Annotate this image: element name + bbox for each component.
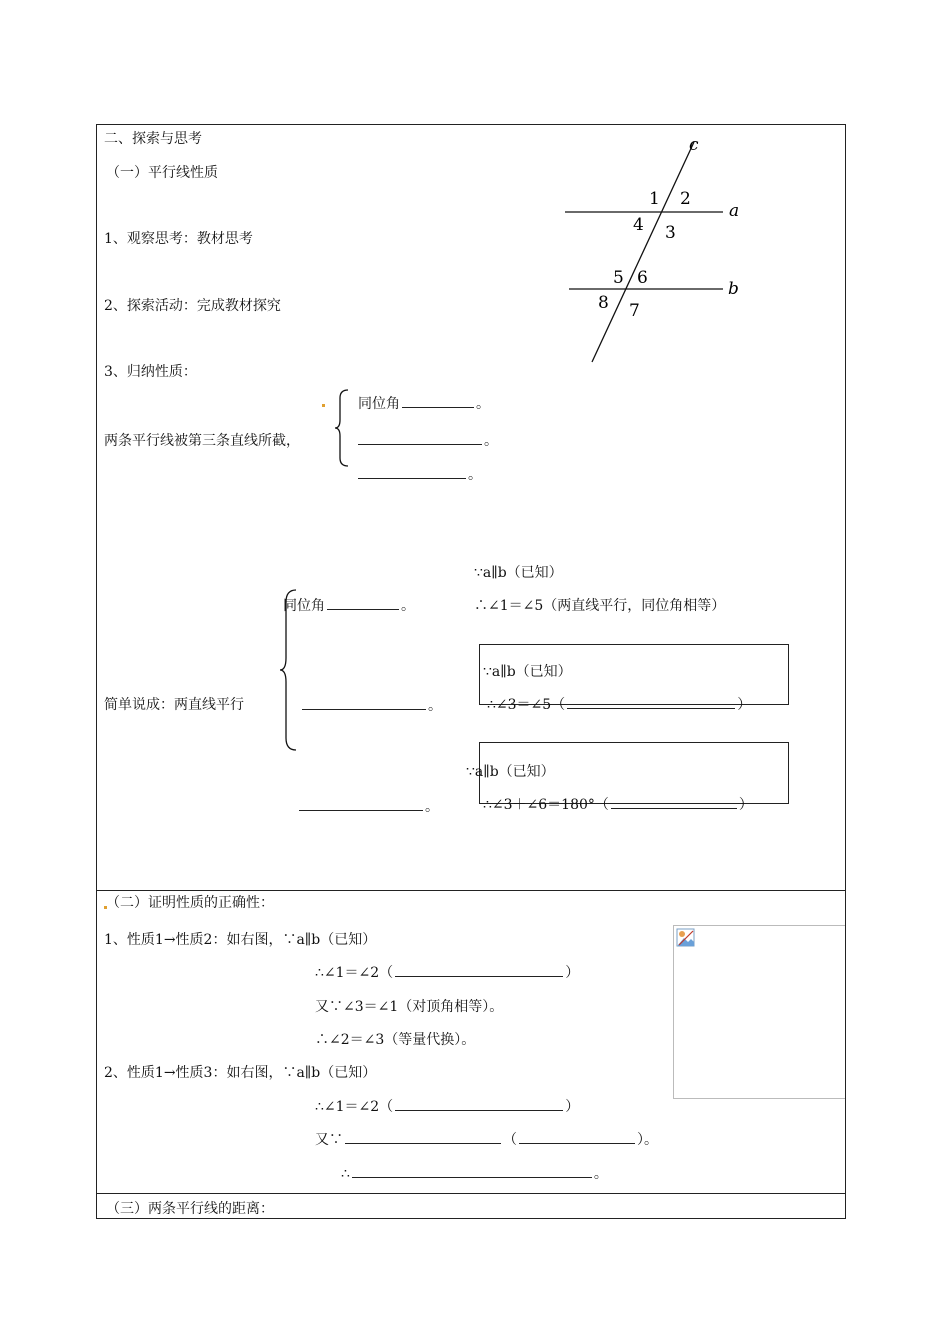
figure-placeholder <box>673 925 845 1099</box>
proof2-line-1: 2、性质1→性质3：如右图，∵a∥b（已知） <box>104 1065 377 1081</box>
angle-4: 4 <box>633 215 644 235</box>
section-title: 二、探索与思考 <box>104 131 202 147</box>
proof1-line-1: 1、性质1→性质2：如右图，∵a∥b（已知） <box>104 932 377 948</box>
proof3-conclusion: ∴∠3＋∠6＝180°（ ） <box>483 794 753 814</box>
answer-blank[interactable] <box>611 794 737 809</box>
stray-dot <box>322 404 325 407</box>
simple-line-1: 同位角 。 <box>283 595 415 615</box>
broken-image-icon <box>676 928 696 948</box>
answer-blank[interactable] <box>395 962 563 977</box>
item-summarize: 3、归纳性质： <box>104 364 197 380</box>
angle-8: 8 <box>598 293 609 313</box>
proof2-line-3: 又∵ （ ）。 <box>315 1129 658 1149</box>
line-c <box>592 142 694 362</box>
left-brace <box>334 388 352 468</box>
proof-section-title: （二）证明性质的正确性： <box>106 895 274 911</box>
proof1-line-4: ∴∠2＝∠3（等量代换）。 <box>315 1032 476 1048</box>
brace-intro: 两条平行线被第三条直线所截， <box>104 433 300 449</box>
section3-title: （三）两条平行线的距离： <box>106 1201 274 1217</box>
brace-line-1: 同位角 。 <box>358 393 490 413</box>
proof3-given: ∵a∥b（已知） <box>466 764 555 780</box>
proof1-conclusion: ∴∠1＝∠5（两直线平行，同位角相等） <box>474 598 726 614</box>
row-divider <box>96 1193 846 1194</box>
proof2-line-2: ∴∠1＝∠2（ ） <box>315 1096 579 1116</box>
answer-blank[interactable] <box>358 464 466 479</box>
label-a: a <box>729 201 740 221</box>
answer-blank[interactable] <box>519 1129 635 1144</box>
item-explore: 2、探索活动：完成教材探究 <box>104 298 281 314</box>
answer-blank[interactable] <box>302 695 426 710</box>
angle-6: 6 <box>637 268 648 288</box>
proof1-given: ∵a∥b（已知） <box>474 565 563 581</box>
label-c: c <box>689 135 699 155</box>
angle-2: 2 <box>680 189 691 209</box>
simple-line-3: 。 <box>297 796 439 816</box>
simple-line-2: 。 <box>300 695 442 715</box>
answer-blank[interactable] <box>327 595 399 610</box>
angle-7: 7 <box>629 301 640 321</box>
brace-line-2: 。 <box>356 430 498 450</box>
proof2-conclusion: ∴∠3＝∠5（ ） <box>487 694 751 714</box>
answer-blank[interactable] <box>395 1096 563 1111</box>
row-divider <box>96 890 846 891</box>
proof2-line-4: ∴ 。 <box>341 1163 608 1183</box>
label-b: b <box>728 279 739 299</box>
subsection-title: （一）平行线性质 <box>106 165 218 181</box>
item-observe: 1、观察思考：教材思考 <box>104 231 253 247</box>
proof1-line-3: 又∵∠3＝∠1（对顶角相等）。 <box>315 999 504 1015</box>
angle-1: 1 <box>649 189 660 209</box>
simple-label: 简单说成：两直线平行 <box>104 697 244 713</box>
answer-blank[interactable] <box>358 430 482 445</box>
angle-5: 5 <box>613 268 624 288</box>
proof2-given: ∵a∥b（已知） <box>483 664 572 680</box>
answer-blank[interactable] <box>352 1163 592 1178</box>
answer-blank[interactable] <box>402 393 474 408</box>
parallel-lines-figure <box>555 134 755 366</box>
proof1-line-2: ∴∠1＝∠2（ ） <box>315 962 579 982</box>
answer-blank[interactable] <box>567 694 735 709</box>
answer-blank[interactable] <box>299 796 423 811</box>
angle-3: 3 <box>665 223 676 243</box>
brace-line-3: 。 <box>356 464 482 484</box>
answer-blank[interactable] <box>345 1129 501 1144</box>
